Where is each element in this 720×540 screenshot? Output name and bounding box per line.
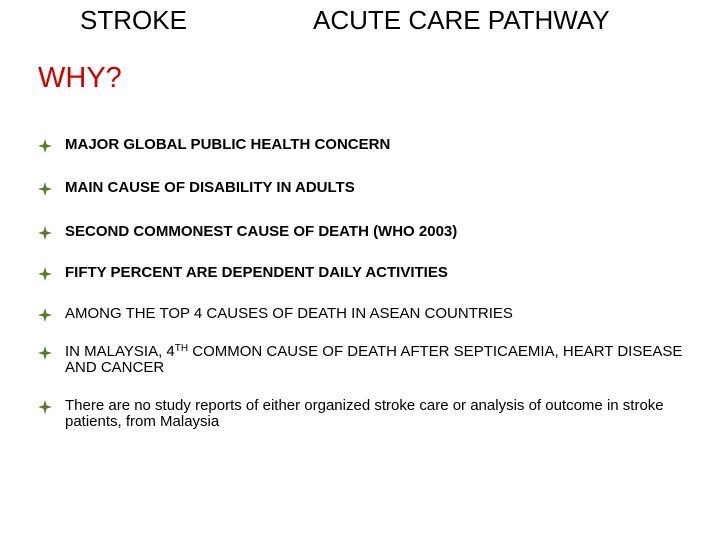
bullet-text: MAIN CAUSE OF DISABILITY IN ADULTS	[65, 179, 355, 196]
bullet-text-start: IN MALAYSIA, 4	[65, 343, 175, 360]
bullet-item	[38, 224, 714, 240]
title-stroke: STROKE	[80, 5, 187, 35]
title-acute-care-pathway: ACUTE CARE PATHWAY	[313, 5, 610, 35]
bullet-text: MAJOR GLOBAL PUBLIC HEALTH CONCERN	[65, 136, 391, 153]
bullet-item	[38, 306, 714, 322]
bullet-item	[38, 265, 714, 281]
diamond-bullet-icon	[38, 267, 52, 281]
diamond-bullet-icon	[38, 308, 52, 322]
bullet-text	[65, 344, 714, 376]
bullet-item	[38, 180, 714, 196]
bullet-text: There are no study reports of either organized stroke care or analysis of outcome in stroke patients, from Malaysia	[65, 397, 664, 430]
diamond-bullet-icon	[38, 226, 52, 240]
bullet-item	[38, 344, 714, 376]
bullet-text: FIFTY PERCENT ARE DEPENDENT DAILY ACTIVITIES	[65, 264, 448, 281]
bullet-item	[38, 137, 714, 153]
diamond-bullet-icon	[38, 346, 52, 360]
diamond-bullet-icon	[38, 400, 52, 414]
ordinal-superscript: TH	[174, 343, 189, 354]
diamond-bullet-icon	[38, 139, 52, 153]
diamond-bullet-icon	[38, 182, 52, 196]
bullet-text: SECOND COMMONEST CAUSE OF DEATH (WHO 2003)	[65, 223, 458, 240]
bullet-text-end: COMMON CAUSE OF DEATH AFTER SEPTICAEMIA, HEART DISEASE AND CANCER	[65, 343, 683, 376]
bullet-item	[38, 398, 714, 430]
section-heading-why: WHY?	[38, 62, 122, 94]
bullet-text: AMONG THE TOP 4 CAUSES OF DEATH IN ASEAN COUNTRIES	[65, 305, 513, 322]
